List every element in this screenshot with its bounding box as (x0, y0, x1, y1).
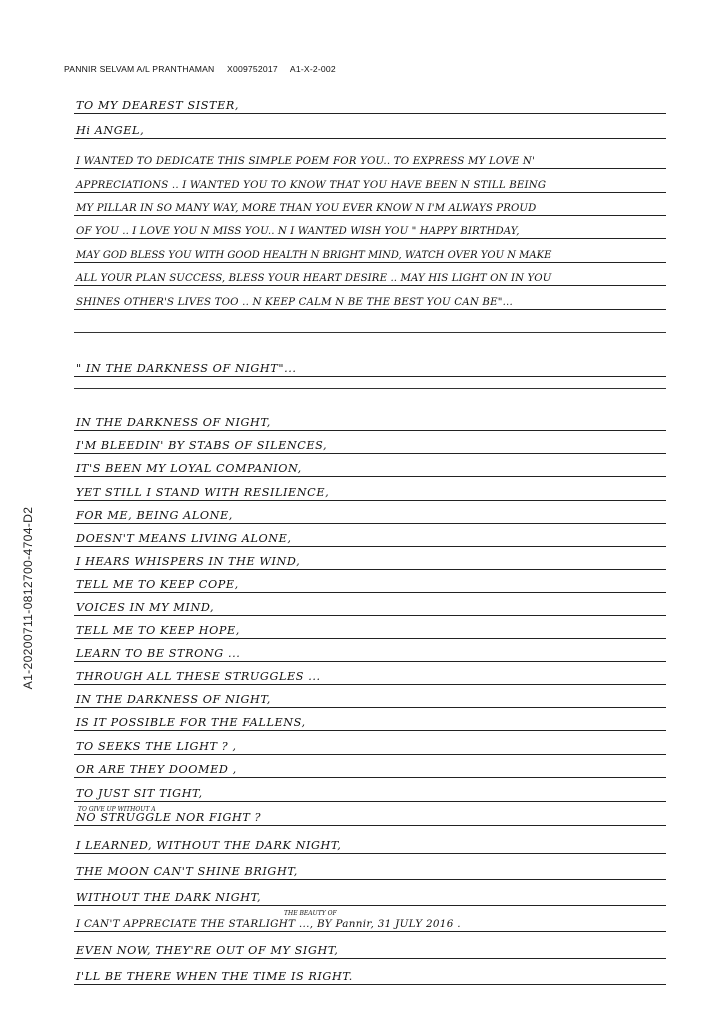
poem-line-text: THE MOON CAN'T SHINE BRIGHT, (76, 865, 298, 878)
poem-line (74, 884, 666, 906)
salutation: TO MY DEAREST SISTER, (76, 99, 240, 112)
body-line: MY PILLAR IN SO MANY WAY, MORE THAN YOU EVER KNOW N I'M ALWAYS PROUD (76, 203, 537, 214)
poem-line (74, 937, 666, 959)
side-code-strip (0, 0, 35, 1024)
poem-line-text: TO JUST SIT TIGHT, (76, 787, 203, 800)
poem-line (74, 432, 666, 454)
ruled-line (74, 171, 666, 193)
separator-line (74, 332, 666, 333)
separator-line (74, 388, 666, 389)
poem-line (74, 963, 666, 985)
poem-line-text: TELL ME TO KEEP COPE, (76, 578, 239, 591)
ruled-line (74, 92, 666, 114)
poem-line-text: TELL ME TO KEEP HOPE, (76, 624, 240, 637)
ruled-line (74, 241, 666, 263)
poem-line (74, 594, 666, 616)
poem-line (74, 709, 666, 731)
poem-line-text: THROUGH ALL THESE STRUGGLES ... (76, 670, 321, 683)
poem-line-text: DOESN'T MEANS LIVING ALONE, (76, 532, 292, 545)
poem-line (74, 663, 666, 685)
poem-line-text: IN THE DARKNESS OF NIGHT, (76, 693, 271, 706)
poem-line-text: TO SEEKS THE LIGHT ? , (76, 740, 237, 753)
poem-line (74, 832, 666, 854)
poem-line-text: I LEARNED, WITHOUT THE DARK NIGHT, (76, 839, 342, 852)
poem-line-text: WITHOUT THE DARK NIGHT, (76, 891, 262, 904)
poem-line-text: EVEN NOW, THEY'RE OUT OF MY SIGHT, (76, 944, 339, 957)
side-code: A1-20200711-0812700-4704-D2 (21, 506, 35, 690)
poem-line-text: I'LL BE THERE WHEN THE TIME IS RIGHT. (76, 970, 353, 983)
poem-line-text: FOR ME, BEING ALONE, (76, 509, 233, 522)
poem-line-text: VOICES IN MY MIND, (76, 601, 215, 614)
poem-line-text: YET STILL I STAND WITH RESILIENCE, (76, 486, 330, 499)
ruled-line (74, 264, 666, 286)
ruled-line (74, 217, 666, 239)
body-line: SHINES OTHER'S LIVES TOO .. N KEEP CALM N BE THE BEST YOU CAN BE"... (76, 297, 513, 308)
poem-line (74, 502, 666, 524)
body-line: I WANTED TO DEDICATE THIS SIMPLE POEM FOR YOU.. TO EXPRESS MY LOVE N' (76, 156, 536, 167)
poem-line-text: IS IT POSSIBLE FOR THE FALLENS, (76, 716, 306, 729)
poem-line-text: OR ARE THEY DOOMED , (76, 763, 237, 776)
poem-line (74, 617, 666, 639)
poem-line (74, 409, 666, 431)
poem-line-text: I HEARS WHISPERS IN THE WIND, (76, 555, 301, 568)
poem-line (74, 804, 666, 826)
poem-line-text: NO STRUGGLE NOR FIGHT ? (76, 811, 262, 824)
greeting: Hi ANGEL, (76, 124, 145, 137)
poem-line-text: IT'S BEEN MY LOYAL COMPANION, (76, 462, 302, 475)
poem-line (74, 525, 666, 547)
body-line: ALL YOUR PLAN SUCCESS, BLESS YOUR HEART DESIRE .. MAY HIS LIGHT ON IN YOU (76, 273, 552, 284)
poem-line (74, 858, 666, 880)
body-line: APPRECIATIONS .. I WANTED YOU TO KNOW THAT YOU HAVE BEEN N STILL BEING (76, 180, 547, 191)
poem-line-text: LEARN TO BE STRONG ... (76, 647, 241, 660)
poem-line (74, 455, 666, 477)
poem-line-text: IN THE DARKNESS OF NIGHT, (76, 416, 271, 429)
poem-line (74, 479, 666, 501)
poem-title: " IN THE DARKNESS OF NIGHT"... (76, 362, 297, 375)
ruled-line (74, 194, 666, 216)
poem-line (74, 686, 666, 708)
margin-note: TO GIVE UP WITHOUT A (78, 806, 156, 813)
author-ref: A1-X-2-002 (289, 64, 336, 74)
insertion-note: THE BEAUTY OF (284, 910, 337, 917)
poem-line (74, 780, 666, 802)
author-name: PANNIR SELVAM A/L PRANTHAMAN (64, 64, 215, 74)
poem-line (74, 910, 666, 932)
ruled-line (74, 355, 666, 377)
poem-line (74, 548, 666, 570)
poem-line (74, 640, 666, 662)
ruled-line (74, 147, 666, 169)
poem-line (74, 571, 666, 593)
poem-line-text: I'M BLEEDIN' BY STABS OF SILENCES, (76, 439, 328, 452)
poem-line-text: I CAN'T APPRECIATE THE STARLIGHT ..., BY Pannir, 31 JULY 2016 . (76, 918, 461, 930)
author-id: X009752017 (227, 64, 278, 74)
body-line: OF YOU .. I LOVE YOU N MISS YOU.. N I WANTED WISH YOU " HAPPY BIRTHDAY, (76, 226, 520, 237)
ruled-line (74, 117, 666, 139)
poem-line (74, 756, 666, 778)
body-line: MAY GOD BLESS YOU WITH GOOD HEALTH N BRIGHT MIND, WATCH OVER YOU N MAKE (76, 250, 552, 261)
page-header (64, 64, 346, 74)
poem-line (74, 733, 666, 755)
ruled-line (74, 288, 666, 310)
